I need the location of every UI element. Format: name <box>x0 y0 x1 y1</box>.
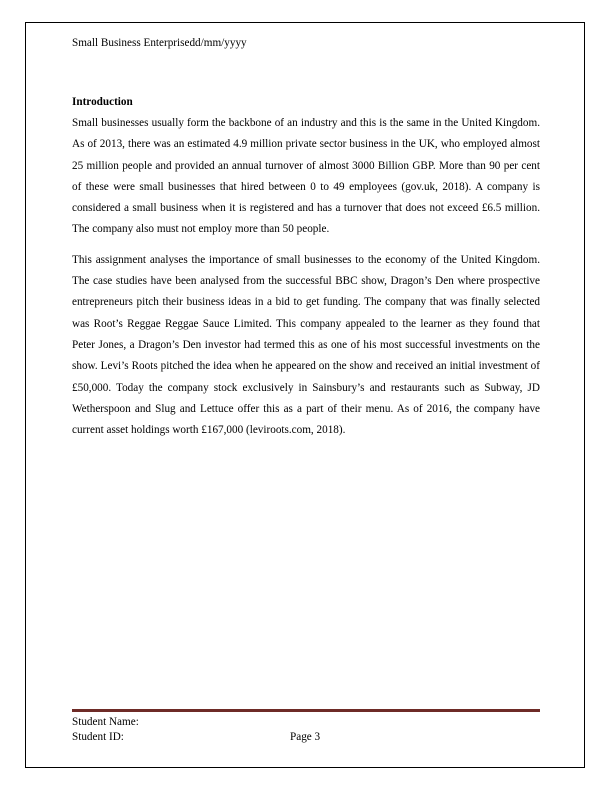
paragraph-2: This assignment analyses the importance of small businesses to the economy of the United Kingdom. The case studies have been analysed from the successful BBC show, Dragon’s Den where prospective entrepreneurs pitch their business ideas in a bid to get funding. The company that was finally selected was Root’s Reggae Reggae Sauce Limited. This company appealed to the learner as they found that Peter Jones, a Dragon’s Den investor had termed this as one of his most successful investments on the show. Levi’s Roots pitched the idea when he appeared on the show and received an initial investment of £50,000. Today the company stock exclusively in Sainsbury’s and restaurants such as Subway, JD Wetherspoon and Slug and Lettuce offer this as a part of their menu. As of 2016, the company have current asset holdings worth £167,000 (leviroots.com, 2018). <box>72 253 540 437</box>
document-body <box>72 95 540 450</box>
running-header: Small Business Enterprisedd/mm/yyyy <box>72 37 247 49</box>
section-heading: Introduction <box>72 96 133 108</box>
student-name-label: Student Name: <box>72 716 139 728</box>
student-id-label: Student ID: <box>72 731 124 743</box>
paragraph-1: Small businesses usually form the backbone of an industry and this is the same in the United Kingdom. As of 2013, there was an estimated 4.9 million private sector business in the UK, who employed almost 25 million people and provided an annual turnover of almost 3000 Billion GBP. More than 90 per cent of these were small businesses that hired between 0 to 49 employees (gov.uk, 2018). A company is considered a small business when it is registered and has a turnover that does not exceed £6.5 million. The company also must not employ more than 50 people. <box>72 117 540 236</box>
page-number: Page 3 <box>290 731 321 743</box>
footer-divider <box>72 709 540 712</box>
